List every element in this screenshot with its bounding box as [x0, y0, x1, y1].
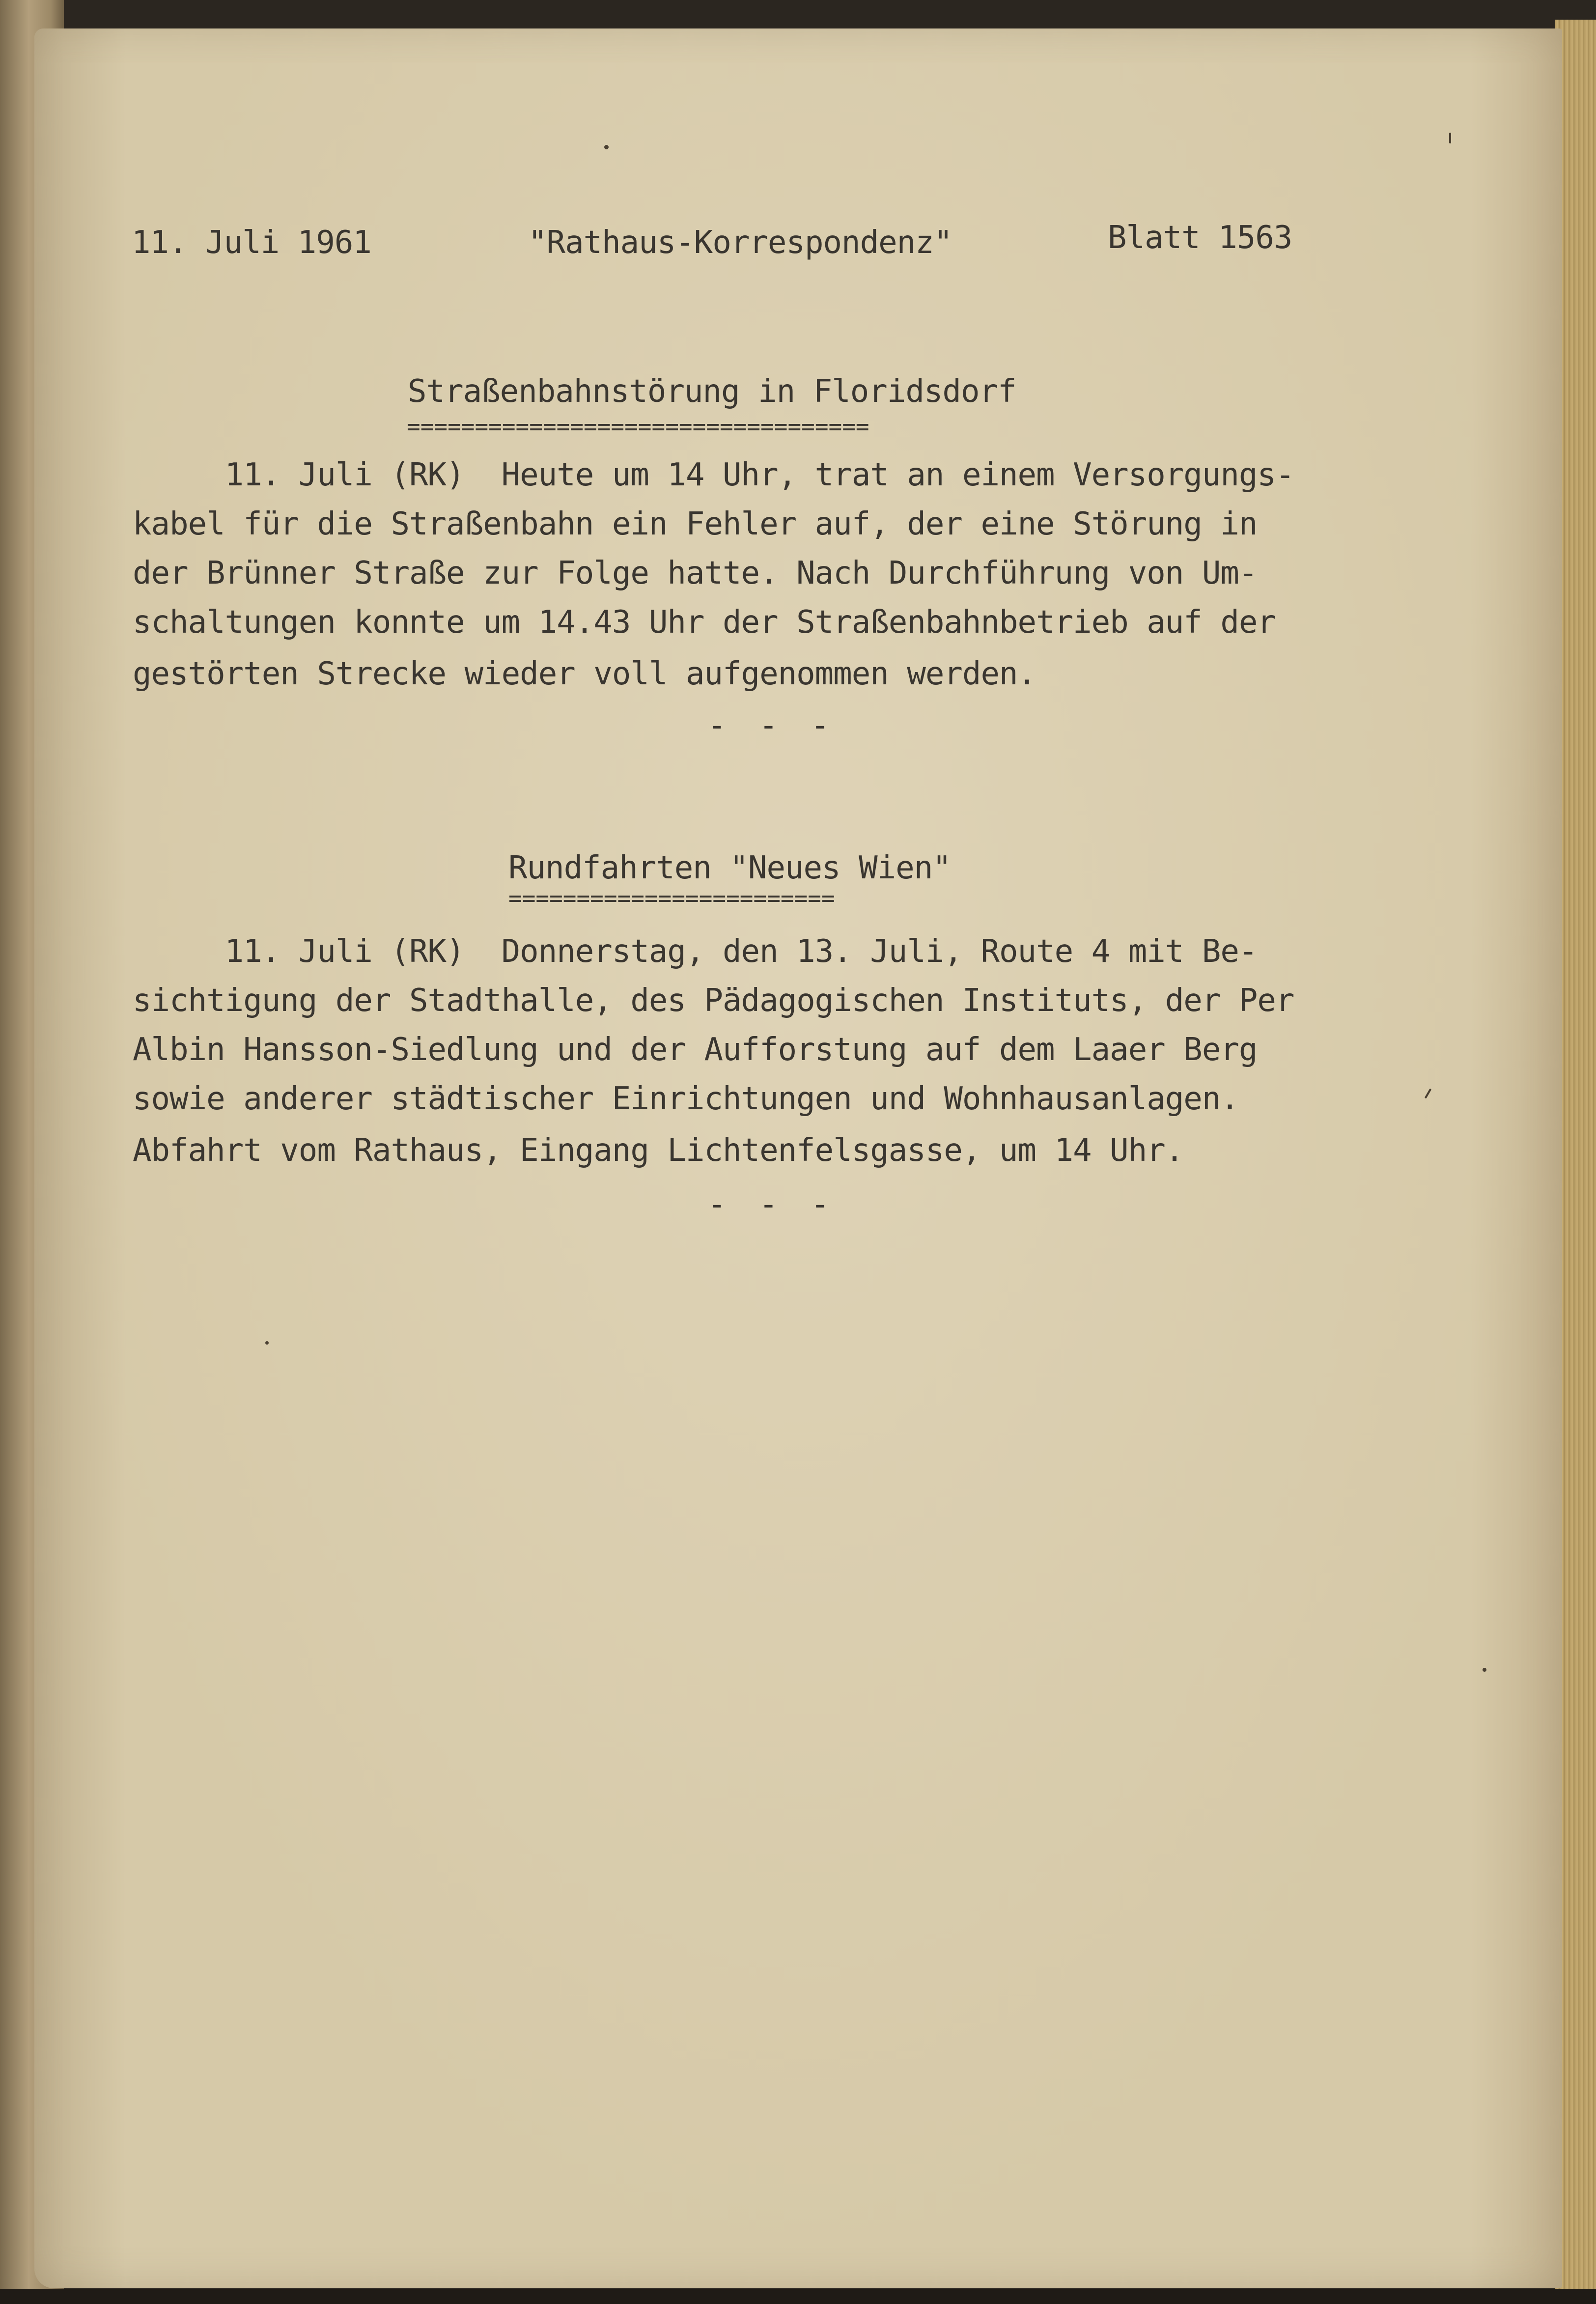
article-line: sichtigung der Stadthalle, des Pädagogischen Instituts, der Per [133, 983, 1294, 1019]
title-underline: ================================== [407, 413, 869, 440]
paper-speck [1449, 133, 1451, 143]
article-line: 11. Juli (RK) Donnerstag, den 13. Juli, Route 4 mit Be- [133, 933, 1258, 970]
article-separator: - - - [707, 707, 837, 744]
paper-speck [604, 145, 609, 149]
header-date: 11. Juli 1961 [132, 225, 371, 261]
article-line: kabel für die Straßenbahn ein Fehler auf, der eine Störung in [133, 506, 1258, 542]
article-line: 11. Juli (RK) Heute um 14 Uhr, trat an einem Versorgungs- [133, 457, 1294, 493]
paper-speck [265, 1341, 269, 1345]
header-publication: "Rathaus-Korrespondenz" [528, 225, 952, 261]
header-sheet-number: Blatt 1563 [1108, 220, 1292, 256]
article-separator: - - - [707, 1186, 837, 1223]
article-title: Straßenbahnstörung in Floridsdorf [408, 373, 1016, 410]
title-underline: ======================== [508, 885, 835, 911]
article-line: der Brünner Straße zur Folge hatte. Nach Durchführung von Um- [133, 555, 1258, 591]
article-line: Albin Hansson-Siedlung und der Aufforstung auf dem Laaer Berg [133, 1032, 1258, 1068]
article-line: gestörten Strecke wieder voll aufgenommen werden. [133, 656, 1036, 692]
article-line: sowie anderer städtischer Einrichtungen und Wohnhausanlagen. [133, 1081, 1239, 1117]
scan-border [0, 2289, 1596, 2304]
article-line: schaltungen konnte um 14.43 Uhr der Straßenbahnbetrieb auf der [133, 604, 1276, 641]
paper-speck [1483, 1668, 1486, 1672]
article-title: Rundfahrten "Neues Wien" [508, 850, 951, 886]
article-line: Abfahrt vom Rathaus, Eingang Lichtenfelsgasse, um 14 Uhr. [133, 1132, 1184, 1169]
